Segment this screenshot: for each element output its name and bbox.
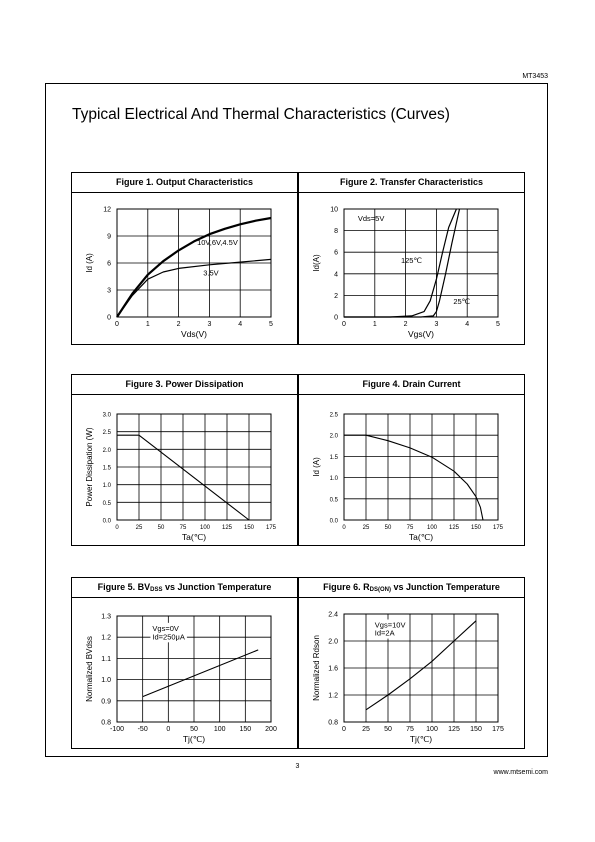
- series-line: [117, 218, 271, 317]
- y-tick-label: 0: [107, 314, 111, 322]
- x-axis-label: Tj(℃): [409, 734, 433, 744]
- y-tick-label: 2.5: [102, 430, 111, 437]
- x-tick-label: 175: [492, 525, 504, 531]
- series-label: 25℃: [453, 297, 471, 307]
- figure-5-title-sub: DSS: [150, 587, 163, 593]
- x-tick-label: 50: [190, 726, 198, 733]
- figure-4-chart: [299, 375, 526, 547]
- y-tick-label: 0: [334, 314, 338, 322]
- x-tick-label: 100: [426, 726, 438, 733]
- x-tick-label: 200: [265, 726, 277, 733]
- y-tick-label: 1.3: [101, 613, 111, 621]
- x-tick-label: 25: [362, 726, 370, 733]
- x-tick-label: -50: [137, 726, 148, 733]
- x-tick-label: 4: [465, 321, 470, 328]
- annotation-label: Vgs=0V: [152, 623, 179, 633]
- y-tick-label: 3.0: [102, 412, 111, 419]
- y-tick-label: 0.8: [101, 719, 111, 727]
- page-title: Typical Electrical And Thermal Characteristics (Curves): [72, 106, 450, 123]
- x-tick-label: 0: [115, 321, 119, 328]
- figure-3-title: Figure 3. Power Dissipation: [72, 375, 297, 395]
- x-tick-label: 150: [239, 726, 252, 733]
- figure-4-title: Figure 4. Drain Current: [299, 375, 524, 395]
- figure-1-title: Figure 1. Output Characteristics: [72, 173, 297, 193]
- x-tick-label: 2: [403, 321, 408, 328]
- figure-6-title-main: Figure 6. R: [323, 582, 370, 592]
- x-tick-label: 4: [238, 321, 243, 328]
- annotation-label: Id=2A: [374, 628, 395, 638]
- page-number: 3: [295, 763, 300, 770]
- x-tick-label: 125: [221, 525, 233, 531]
- y-axis-label: Id (A): [85, 253, 94, 273]
- figure-3-panel: [71, 374, 298, 546]
- part-number: MT3453: [522, 73, 548, 80]
- x-tick-label: -100: [109, 726, 125, 733]
- y-tick-label: 8: [334, 228, 338, 236]
- series-line: [143, 650, 259, 697]
- y-tick-label: 0.5: [102, 500, 111, 507]
- figure-2-panel: [298, 172, 525, 345]
- figure-5-title-main: Figure 5. BV: [97, 582, 151, 592]
- y-tick-label: 6: [107, 260, 111, 268]
- x-tick-label: 0: [115, 525, 119, 531]
- y-tick-label: 6: [334, 249, 338, 257]
- y-tick-label: 1.2: [328, 692, 338, 700]
- figure-2-title: Figure 2. Transfer Characteristics: [299, 173, 524, 193]
- y-axis-label: Normalized BVdss: [85, 636, 94, 702]
- x-axis-label: Tj(℃): [182, 734, 206, 744]
- x-tick-label: 50: [384, 726, 392, 733]
- figure-2-chart: [299, 173, 526, 346]
- x-tick-label: 3: [207, 321, 212, 328]
- website-url: www.mtsemi.com: [493, 769, 548, 776]
- y-tick-label: 2.4: [328, 611, 338, 619]
- y-tick-label: 0.5: [329, 497, 338, 504]
- figure-6-chart: [299, 578, 526, 750]
- y-tick-label: 2.0: [329, 433, 338, 440]
- figure-1-chart: [72, 173, 299, 346]
- y-tick-label: 3: [107, 287, 111, 295]
- y-tick-label: 0.0: [329, 518, 338, 525]
- series-label: 125℃: [400, 256, 422, 265]
- x-tick-label: 50: [157, 525, 165, 531]
- y-axis-label: Id (A): [312, 457, 321, 477]
- y-axis-label: Power Dissipation (W): [85, 427, 94, 507]
- y-tick-label: 2.0: [102, 447, 111, 454]
- x-tick-label: 5: [496, 321, 500, 328]
- x-axis-label: Ta(℃): [181, 532, 207, 542]
- x-tick-label: 150: [470, 726, 482, 733]
- x-tick-label: 1: [372, 321, 377, 328]
- x-tick-label: 100: [426, 525, 438, 531]
- y-tick-label: 9: [107, 233, 111, 241]
- figure-5-title-rest: vs Junction Temperature: [162, 582, 272, 592]
- x-tick-label: 3: [434, 321, 439, 328]
- x-tick-label: 100: [213, 726, 226, 733]
- x-tick-label: 75: [179, 525, 187, 531]
- x-tick-label: 0: [342, 726, 346, 733]
- y-tick-label: 1.0: [101, 677, 111, 685]
- y-tick-label: 1.1: [101, 655, 111, 663]
- y-tick-label: 1.5: [329, 454, 338, 461]
- series-label: 3.5V: [203, 268, 219, 278]
- y-tick-label: 12: [103, 206, 111, 214]
- x-tick-label: 125: [448, 726, 460, 733]
- y-tick-label: 1.0: [102, 483, 111, 490]
- y-tick-label: 0.0: [102, 518, 111, 525]
- x-tick-label: 75: [406, 525, 414, 531]
- x-tick-label: 5: [269, 321, 273, 328]
- x-tick-label: 75: [406, 726, 414, 733]
- series-label: 10V,6V,4.5V: [197, 238, 238, 247]
- figure-5-chart: [72, 578, 299, 750]
- y-tick-label: 2.0: [328, 638, 338, 646]
- x-tick-label: 175: [265, 525, 277, 531]
- x-tick-label: 100: [199, 525, 211, 531]
- x-tick-label: 25: [362, 525, 370, 531]
- annotation-label: Id=250μA: [152, 632, 185, 642]
- y-tick-label: 1.6: [328, 665, 338, 673]
- figure-5-panel: [71, 577, 298, 749]
- x-tick-label: 0: [166, 726, 171, 733]
- x-axis-label: Ta(℃): [408, 532, 434, 542]
- figure-6-title-rest: vs Junction Temperature: [390, 582, 500, 592]
- y-axis-label: Id(A): [312, 254, 321, 272]
- x-tick-label: 150: [470, 525, 482, 531]
- y-tick-label: 0.9: [101, 698, 111, 706]
- figure-6-title-sub: DS(ON): [369, 587, 391, 593]
- x-tick-label: 0: [342, 525, 346, 531]
- figure-6-panel: [298, 577, 525, 749]
- x-axis-label: Vgs(V): [408, 329, 434, 339]
- y-tick-label: 1.0: [329, 476, 338, 483]
- annotation-label: Vds=5V: [357, 213, 385, 223]
- y-tick-label: 4: [334, 271, 338, 279]
- x-tick-label: 175: [492, 726, 504, 733]
- x-tick-label: 50: [384, 525, 392, 531]
- x-tick-label: 125: [448, 525, 460, 531]
- y-tick-label: 1.5: [102, 465, 111, 472]
- y-axis-label: Normalized Rdson: [312, 635, 321, 701]
- y-tick-label: 0.8: [328, 719, 338, 727]
- figure-1-panel: [71, 172, 298, 345]
- annotation-label: Vgs=10V: [374, 620, 406, 630]
- x-tick-label: 0: [342, 321, 346, 328]
- x-axis-label: Vds(V): [181, 329, 207, 339]
- y-tick-label: 2.5: [329, 412, 338, 419]
- x-tick-label: 25: [135, 525, 143, 531]
- figure-4-panel: [298, 374, 525, 546]
- figure-3-chart: [72, 375, 299, 547]
- series-line: [117, 259, 271, 317]
- x-tick-label: 150: [243, 525, 255, 531]
- x-tick-label: 2: [176, 321, 181, 328]
- y-tick-label: 10: [330, 206, 338, 214]
- plot-area-border: [344, 414, 498, 520]
- y-tick-label: 2: [334, 292, 338, 300]
- y-tick-label: 1.2: [101, 634, 111, 642]
- x-tick-label: 1: [145, 321, 150, 328]
